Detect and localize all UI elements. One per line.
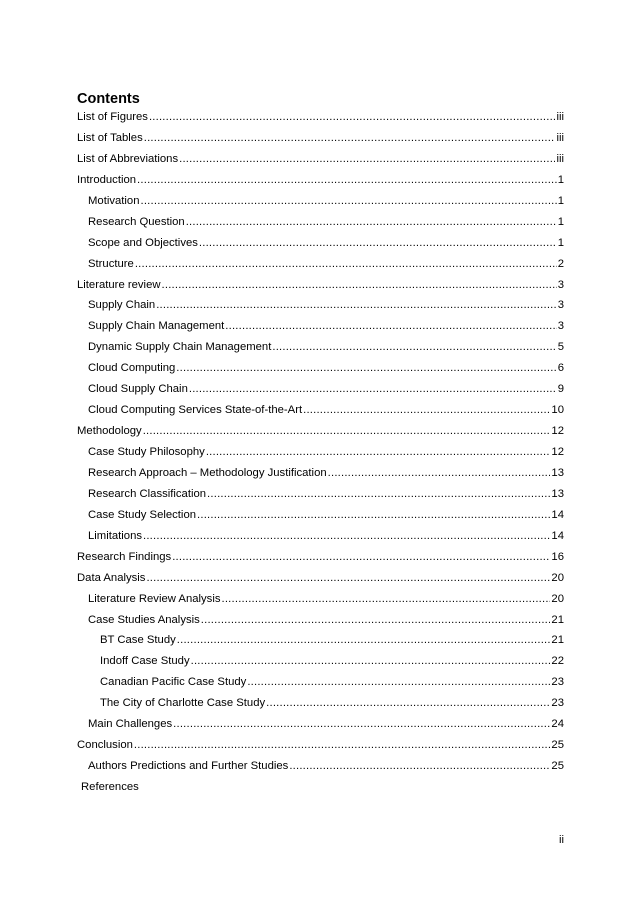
toc-entry-data-analysis[interactable] bbox=[77, 571, 564, 592]
dot-leader bbox=[303, 403, 550, 418]
toc-entry-dynamic-supply-chain-management[interactable] bbox=[77, 340, 564, 361]
toc-entry-city-of-charlotte-case-study[interactable] bbox=[77, 696, 564, 717]
dot-leader bbox=[247, 675, 550, 690]
toc-entry-title: List of Figures bbox=[77, 111, 148, 123]
toc-entry-cloud-supply-chain[interactable] bbox=[77, 382, 564, 403]
toc-entry-title: List of Tables bbox=[77, 131, 143, 144]
toc-entry-page: 22 bbox=[551, 655, 564, 668]
toc-entry-introduction[interactable] bbox=[77, 173, 564, 194]
dot-leader bbox=[266, 696, 550, 711]
dot-leader bbox=[179, 152, 555, 167]
toc-entry-case-studies-analysis[interactable] bbox=[77, 613, 564, 634]
dot-leader bbox=[272, 340, 556, 355]
dot-leader bbox=[162, 278, 557, 293]
toc-entry-supply-chain[interactable] bbox=[77, 298, 564, 319]
toc-entry-list-of-abbreviations[interactable] bbox=[77, 152, 564, 173]
dot-leader bbox=[143, 424, 551, 439]
toc-entry-page: 13 bbox=[551, 487, 564, 500]
toc-entry-page: 1 bbox=[557, 173, 564, 186]
dot-leader bbox=[191, 654, 551, 669]
dot-leader bbox=[149, 110, 556, 125]
dot-leader bbox=[137, 173, 557, 188]
toc-entry-title: Cloud Computing bbox=[88, 362, 176, 375]
toc-entry-page: 20 bbox=[551, 592, 564, 605]
toc-entry-page: 25 bbox=[551, 760, 564, 773]
toc-entry-page: 6 bbox=[557, 362, 564, 375]
toc-entry-title: Conclusion bbox=[77, 739, 133, 752]
toc-entry-conclusion[interactable] bbox=[77, 738, 564, 759]
toc-entry-title: List of Abbreviations bbox=[77, 152, 179, 165]
dot-leader bbox=[222, 592, 551, 607]
toc-entry-list-of-tables[interactable] bbox=[77, 131, 564, 152]
toc-entry-page: iii bbox=[556, 111, 564, 123]
toc-entry-title: Research Question bbox=[88, 215, 185, 228]
toc-entry-page: 20 bbox=[551, 571, 564, 584]
toc-entry-page: 1 bbox=[557, 215, 564, 228]
toc-entry-page: 3 bbox=[557, 299, 564, 312]
toc-entry-title: Supply Chain Management bbox=[88, 320, 225, 333]
toc-entry-title: Cloud Computing Services State-of-the-Art bbox=[88, 404, 303, 417]
toc-entry-title: Motivation bbox=[88, 194, 140, 207]
toc-entry-motivation[interactable] bbox=[77, 194, 564, 215]
toc-entry-page: 14 bbox=[551, 529, 564, 542]
toc-entry-list-of-figures[interactable] bbox=[77, 110, 564, 131]
toc-entry-title: Research Findings bbox=[77, 550, 172, 563]
toc-entry-research-findings[interactable] bbox=[77, 550, 564, 571]
toc-entry-supply-chain-management[interactable] bbox=[77, 319, 564, 340]
dot-leader bbox=[225, 319, 556, 334]
toc-entry-research-classification[interactable] bbox=[77, 487, 564, 508]
dot-leader bbox=[172, 550, 550, 565]
toc-entry-page: 3 bbox=[557, 278, 564, 291]
dot-leader bbox=[197, 508, 550, 523]
toc-entry-page: 24 bbox=[551, 718, 564, 731]
toc-entry-title: Indoff Case Study bbox=[100, 655, 190, 668]
toc-entry-title: BT Case Study bbox=[100, 634, 176, 647]
toc-entry-bt-case-study[interactable] bbox=[77, 633, 564, 654]
toc-entry-title: Research Approach – Methodology Justification bbox=[88, 466, 327, 479]
toc-entry-limitations[interactable] bbox=[77, 529, 564, 550]
toc-entry-title: Research Classification bbox=[88, 487, 207, 500]
toc-entry-structure[interactable] bbox=[77, 257, 564, 278]
dot-leader bbox=[156, 298, 557, 313]
dot-leader bbox=[134, 738, 551, 753]
toc-entry-title: Literature Review Analysis bbox=[88, 592, 221, 605]
toc-entry-page: 23 bbox=[551, 676, 564, 689]
toc-entry-title: Case Study Selection bbox=[88, 508, 197, 521]
toc-entry-page: 12 bbox=[551, 425, 564, 438]
toc-entry-indoff-case-study[interactable] bbox=[77, 654, 564, 675]
dot-leader bbox=[135, 257, 557, 272]
toc-entry-title: Scope and Objectives bbox=[88, 236, 198, 249]
toc-entry-page: 3 bbox=[557, 320, 564, 333]
toc-entry-research-approach[interactable] bbox=[77, 466, 564, 487]
dot-leader bbox=[141, 194, 557, 209]
dot-leader bbox=[328, 466, 551, 481]
toc-entry-authors-predictions[interactable] bbox=[77, 759, 564, 780]
dot-leader bbox=[176, 361, 556, 376]
dot-leader bbox=[173, 717, 550, 732]
toc-entry-page: iii bbox=[556, 131, 564, 144]
toc-entry-research-question[interactable] bbox=[77, 215, 564, 236]
dot-leader bbox=[144, 131, 556, 146]
toc-entry-title: Literature review bbox=[77, 278, 161, 291]
toc-entry-page: 5 bbox=[557, 341, 564, 354]
toc-entry-scope-and-objectives[interactable] bbox=[77, 236, 564, 257]
toc-entry-title: Dynamic Supply Chain Management bbox=[88, 341, 272, 354]
toc-entry-references[interactable] bbox=[77, 780, 564, 801]
dot-leader bbox=[177, 633, 551, 648]
toc-entry-title: Methodology bbox=[77, 425, 142, 438]
toc-entry-title: Authors Predictions and Further Studies bbox=[88, 760, 289, 773]
table-of-contents bbox=[77, 110, 564, 801]
toc-entry-page: 21 bbox=[551, 634, 564, 647]
toc-entry-title: Data Analysis bbox=[77, 571, 146, 584]
toc-entry-page: 1 bbox=[557, 194, 564, 207]
toc-entry-page: 9 bbox=[557, 383, 564, 396]
toc-entry-canadian-pacific-case-study[interactable] bbox=[77, 675, 564, 696]
toc-entry-title: Introduction bbox=[77, 173, 137, 186]
toc-entry-title: Supply Chain bbox=[88, 299, 156, 312]
toc-entry-literature-review[interactable] bbox=[77, 278, 564, 299]
toc-entry-case-study-philosophy[interactable] bbox=[77, 445, 564, 466]
toc-entry-title: The City of Charlotte Case Study bbox=[100, 697, 266, 710]
page-title: Contents bbox=[77, 91, 140, 107]
toc-entry-page: 13 bbox=[551, 466, 564, 479]
toc-entry-page: 25 bbox=[551, 739, 564, 752]
toc-entry-title: Case Study Philosophy bbox=[88, 446, 205, 458]
toc-entry-page: 23 bbox=[551, 697, 564, 710]
dot-leader bbox=[189, 382, 557, 397]
toc-entry-page: 12 bbox=[551, 446, 564, 458]
page-number: ii bbox=[558, 834, 564, 846]
dot-leader bbox=[146, 571, 550, 586]
toc-entry-title: Structure bbox=[88, 257, 134, 270]
dot-leader bbox=[186, 215, 557, 230]
dot-leader bbox=[199, 236, 557, 251]
toc-entry-title: Cloud Supply Chain bbox=[88, 383, 188, 396]
toc-entry-page: 2 bbox=[557, 257, 564, 270]
dot-leader bbox=[289, 759, 550, 774]
toc-entry-title: Case Studies Analysis bbox=[88, 613, 200, 626]
toc-entry-main-challenges[interactable] bbox=[77, 717, 564, 738]
toc-entry-page: 1 bbox=[557, 236, 564, 249]
toc-entry-page: 16 bbox=[551, 550, 564, 563]
toc-entry-title: References bbox=[81, 781, 139, 793]
toc-entry-page: 10 bbox=[551, 404, 564, 417]
toc-entry-case-study-selection[interactable] bbox=[77, 508, 564, 529]
toc-entry-page: 21 bbox=[551, 613, 564, 626]
toc-entry-cloud-computing[interactable] bbox=[77, 361, 564, 382]
toc-entry-literature-review-analysis[interactable] bbox=[77, 592, 564, 613]
toc-entry-page: 14 bbox=[551, 508, 564, 521]
toc-entry-title: Canadian Pacific Case Study bbox=[100, 676, 247, 689]
dot-leader bbox=[206, 445, 551, 460]
dot-leader bbox=[143, 529, 550, 544]
toc-entry-page: iii bbox=[556, 152, 564, 165]
toc-entry-title: Main Challenges bbox=[88, 718, 173, 731]
dot-leader bbox=[201, 613, 551, 628]
toc-entry-cloud-computing-services[interactable] bbox=[77, 403, 564, 424]
toc-entry-methodology[interactable] bbox=[77, 424, 564, 445]
toc-entry-title: Limitations bbox=[88, 529, 142, 542]
dot-leader bbox=[207, 487, 550, 502]
